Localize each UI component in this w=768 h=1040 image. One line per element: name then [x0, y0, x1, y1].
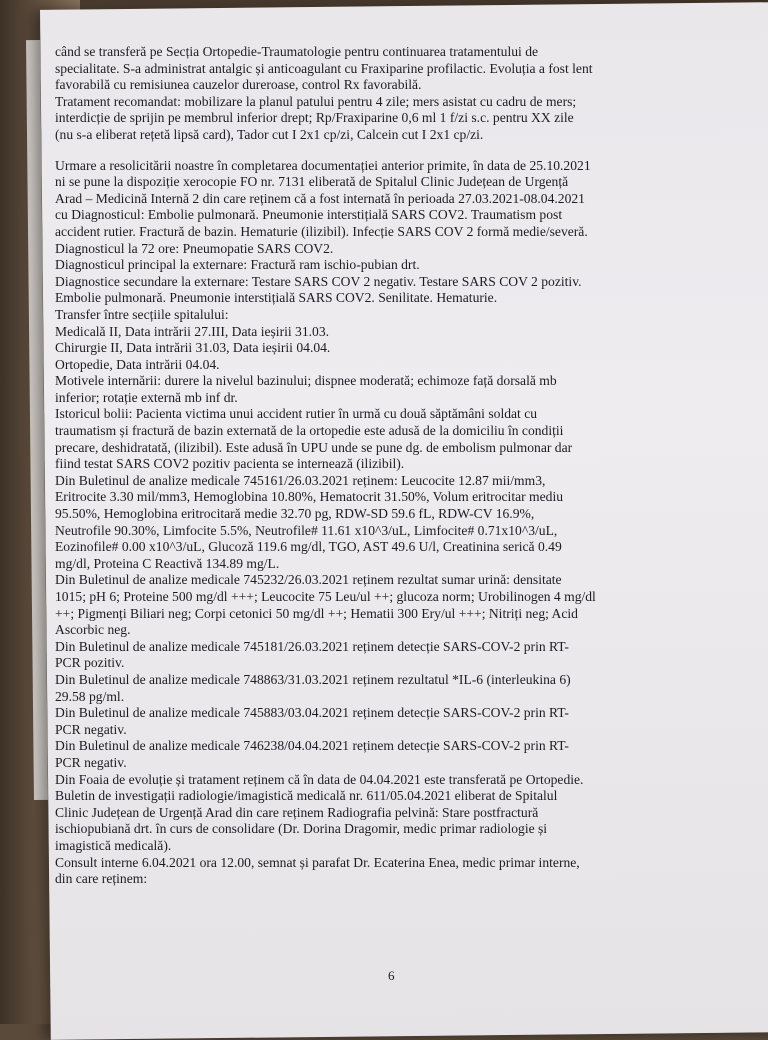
text-line: PCR pozitiv. [55, 655, 125, 671]
text-line: Ortopedie, Data intrării 04.04. [55, 356, 220, 372]
text-line: Embolie pulmonară. Pneumonie interstițială SARS COV2. Senilitate. Hematurie. [55, 290, 498, 306]
text-line: Istoricul bolii: Pacienta victima unui accident rutier în urmă cu două săptămâni soldat cu [55, 406, 538, 422]
text-line: Medicală II, Data intrării 27.III, Data ieșirii 31.03. [55, 323, 330, 339]
text-line: PCR negativ. [55, 721, 127, 737]
text-line: mg/dl, Proteina C Reactivă 134.89 mg/L. [55, 555, 280, 571]
text-line: favorabilă cu remisiunea cauzelor dureroase, control Rx favorabilă. [55, 77, 422, 93]
text-line: Ascorbic neg. [55, 622, 131, 638]
page-number: 6 [388, 968, 395, 983]
document-text [55, 44, 695, 888]
text-line: PCR negativ. [55, 754, 127, 770]
text-line: Chirurgie II, Data intrării 31.03, Data ieșirii 04.04. [55, 340, 331, 356]
text-line: Din Buletinul de analize medicale 748863/31.03.2021 reținem rezultatul *IL-6 (interleukina 6) [55, 671, 571, 687]
text-line: Diagnostice secundare la externare: Testare SARS COV 2 negativ. Testare SARS COV 2 pozitiv. [55, 273, 582, 289]
text-line: Neutrofile 90.30%, Limfocite 5.5%, Neutrofile# 11.61 x10^3/uL, Limfocite# 0.71x10^3/uL, [55, 522, 558, 538]
text-line: 1015; pH 6; Proteine 500 mg/dl +++; Leucocite 75 Leu/ul ++; glucoza norm; Urobilinogen 4 mg/dl [55, 589, 596, 604]
text-line: interdicție de sprijin pe membrul inferior drept; Rp/Fraxiparine 0,6 ml 1 f/zi s.c. pentru XX zile [55, 110, 574, 126]
text-line: Consult interne 6.04.2021 ora 12.00, semnat și parafat Dr. Ecaterina Enea, medic primar interne, [55, 854, 580, 870]
text-line: din care reținem: [55, 871, 148, 887]
text-line: când se transferă pe Secția Ortopedie-Traumatologie pentru continuarea tratamentului de [55, 44, 539, 59]
text-line: Diagnosticul la 72 ore: Pneumopatie SARS COV2. [55, 240, 334, 256]
text-line: Motivele internării: durere la nivelul bazinului; dispnee moderată; echimoze față dorsală mb [55, 373, 557, 389]
text-line: precare, deshidratată, (ilizibil). Este adusă în UPU unde se pune dg. de embolism pulmonar dar [55, 439, 573, 455]
text-line: (nu s-a eliberat rețetă lipsă card), Tador cut I 2x1 cp/zi, Calcein cut I 2x1 cp/zi. [55, 126, 484, 142]
text-line: Din Buletinul de analize medicale 746238/04.04.2021 reținem detecție SARS-COV-2 prin RT- [55, 738, 569, 754]
text-line: Buletin de investigații radiologie/imagistică medicală nr. 611/05.04.2021 eliberat de Spitalul [55, 788, 558, 804]
text-line: Eritrocite 3.30 mil/mm3, Hemoglobina 10.80%, Hematocrit 31.50%, Volum eritrocitar mediu [55, 489, 564, 505]
text-line: Diagnosticul principal la externare: Fractură ram ischio-pubian drt. [55, 257, 420, 273]
text-line: Din Foaia de evoluție și tratament reținem că în data de 04.04.2021 este transferată pe Ortopedie. [55, 771, 584, 787]
text-line: Transfer între secțiile spitalului: [55, 306, 229, 322]
text-line: 29.58 pg/ml. [55, 688, 125, 704]
text-line: imagistică medicală). [55, 837, 172, 853]
text-line: inferior; rotație externă mb inf dr. [55, 389, 238, 405]
text-line: 95.50%, Hemoglobina eritrocitară medie 32.70 pg, RDW-SD 59.6 fL, RDW-CV 16.9%, [55, 506, 535, 522]
text-line: Din Buletinul de analize medicale 745883/03.04.2021 reținem detecție SARS-COV-2 prin RT- [55, 705, 569, 721]
text-line: Clinic Județean de Urgență Arad din care reținem Radiografia pelvină: Stare postfractură [55, 804, 539, 820]
text-line: ischiopubiană drt. în curs de consolidare (Dr. Dorina Dragomir, medic primar radiologie și [55, 821, 548, 837]
text-line: cu Diagnosticul: Embolie pulmonară. Pneumonie interstițială SARS COV2. Traumatism post [55, 207, 563, 223]
text-line: traumatism și fractură de bazin externată de la ortopedie este adusă de la domiciliu în condiții [55, 423, 564, 439]
paragraph-gap [55, 144, 695, 158]
text-line: ++; Pigmenți Biliari neg; Corpi cetonici 50 mg/dl ++; Hematii 300 Ery/ul +++; Nitriți neg; Acid [55, 605, 578, 621]
text-line: specialitate. S-a administrat antalgic și anticoagulant cu Fraxiparine profilactic. Evoluția a fost lent [55, 60, 593, 76]
text-line: Arad – Medicină Internă 2 din care reținem că a fost internată în perioada 27.03.2021-08.04.2021 [55, 190, 585, 206]
text-line: accident rutier. Fractură de bazin. Hematurie (ilizibil). Infecție SARS COV 2 formă medie/severă. [55, 223, 588, 239]
text-line: fiind testat SARS COV2 pozitiv pacienta se internează (ilizibil). [55, 456, 405, 472]
text-line: Din Buletinul de analize medicale 745232/26.03.2021 reținem rezultat sumar urină: densitate [55, 572, 562, 588]
text-line: Din Buletinul de analize medicale 745161/26.03.2021 reținem: Leucocite 12.87 mii/mm3, [55, 472, 546, 488]
text-line: ni se pune la dispoziție xerocopie FO nr. 7131 eliberată de Spitalul Clinic Județean de Urgență [55, 174, 569, 190]
text-line: Urmare a resolicitării noastre în completarea documentației anterior primite, în data de 25.10.2021 [55, 157, 591, 173]
text-line: Eozinofile# 0.00 x10^3/uL, Glucoză 119.6 mg/dl, TGO, AST 49.6 U/l, Creatinina serică 0.49 [55, 539, 562, 555]
text-line: Tratament recomandat: mobilizare la planul patului pentru 4 zile; mers asistat cu cadru de mers; [55, 93, 577, 109]
text-line: Din Buletinul de analize medicale 745181/26.03.2021 reținem detecție SARS-COV-2 prin RT- [55, 638, 569, 654]
